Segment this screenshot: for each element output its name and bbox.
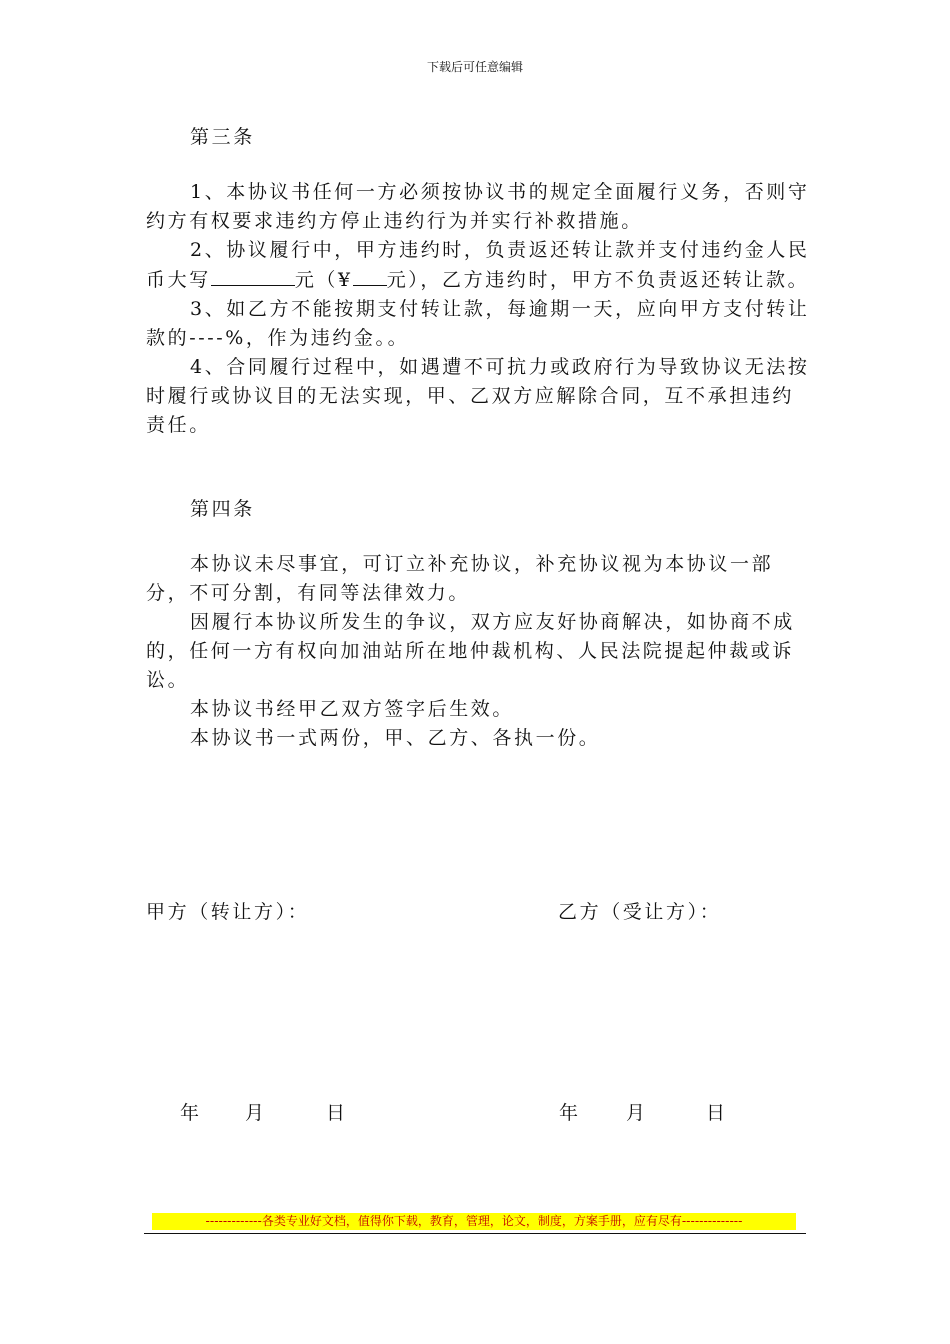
- clause-2-text-a: 2、协议履行中，甲方违约时，负责返还转让款并支付违约金人民币大写: [146, 239, 810, 291]
- article-3-clause-4: 4、合同履行过程中，如遇遭不可抗力或政府行为导致协议无法按时履行或协议目的无法实现，甲、乙双方应解除合同，互不承担违约责任。: [146, 356, 810, 436]
- party-b-year: 年: [559, 1102, 579, 1124]
- article-3-clause-1: 1、本协议书任何一方必须按协议书的规定全面履行义务，否则守约方有权要求违约方停止违约行为并实行补救措施。: [146, 181, 810, 232]
- party-a-month: 月: [245, 1102, 265, 1124]
- article-4-body: [146, 550, 810, 753]
- party-a-day: 日: [326, 1102, 346, 1124]
- party-b-month: 月: [626, 1102, 646, 1124]
- clause-2-text-b: 元（¥: [294, 269, 353, 291]
- footer-divider: [144, 1233, 806, 1234]
- amount-figure-blank: [353, 265, 387, 286]
- article-3-clause-3: 3、如乙方不能按期支付转让款，每逾期一天，应向甲方支付转让款的----%，作为违约金。。: [146, 298, 810, 349]
- article-4-clause-3: 本协议书经甲乙双方签字后生效。: [190, 698, 515, 720]
- article-3-clause-2: [146, 236, 810, 295]
- article-3-body: [146, 178, 810, 440]
- article-4-clause-1: 本协议未尽事宜，可订立补充协议，补充协议视为本协议一部分，不可分割，有同等法律效力。: [146, 553, 774, 604]
- amount-words-blank: [211, 265, 295, 286]
- article-3-heading: 第三条: [190, 126, 255, 148]
- page-header: 下载后可任意编辑: [426, 60, 523, 74]
- clause-2-text-c: 元），乙方违约时，甲方不负责返还转让款。: [386, 269, 810, 291]
- footer-banner: -------------各类专业好文档，值得你下载，教育，管理，论文，制度，方案手册，应有尽有--------------: [152, 1213, 796, 1230]
- party-a-year: 年: [180, 1102, 200, 1124]
- party-b-label: 乙方（受让方）：: [558, 901, 722, 923]
- article-4-clause-2: 因履行本协议所发生的争议，双方应友好协商解决，如协商不成的，任何一方有权向加油站所在地仲裁机构、人民法院提起仲裁或诉讼。: [146, 611, 795, 691]
- article-4-heading: 第四条: [190, 498, 255, 520]
- signature-dates: [0, 1098, 950, 1124]
- article-4-clause-4: 本协议书一式两份，甲、乙方、各执一份。: [190, 727, 601, 749]
- party-a-label: 甲方（转让方）：: [146, 901, 310, 923]
- party-b-day: 日: [706, 1102, 726, 1124]
